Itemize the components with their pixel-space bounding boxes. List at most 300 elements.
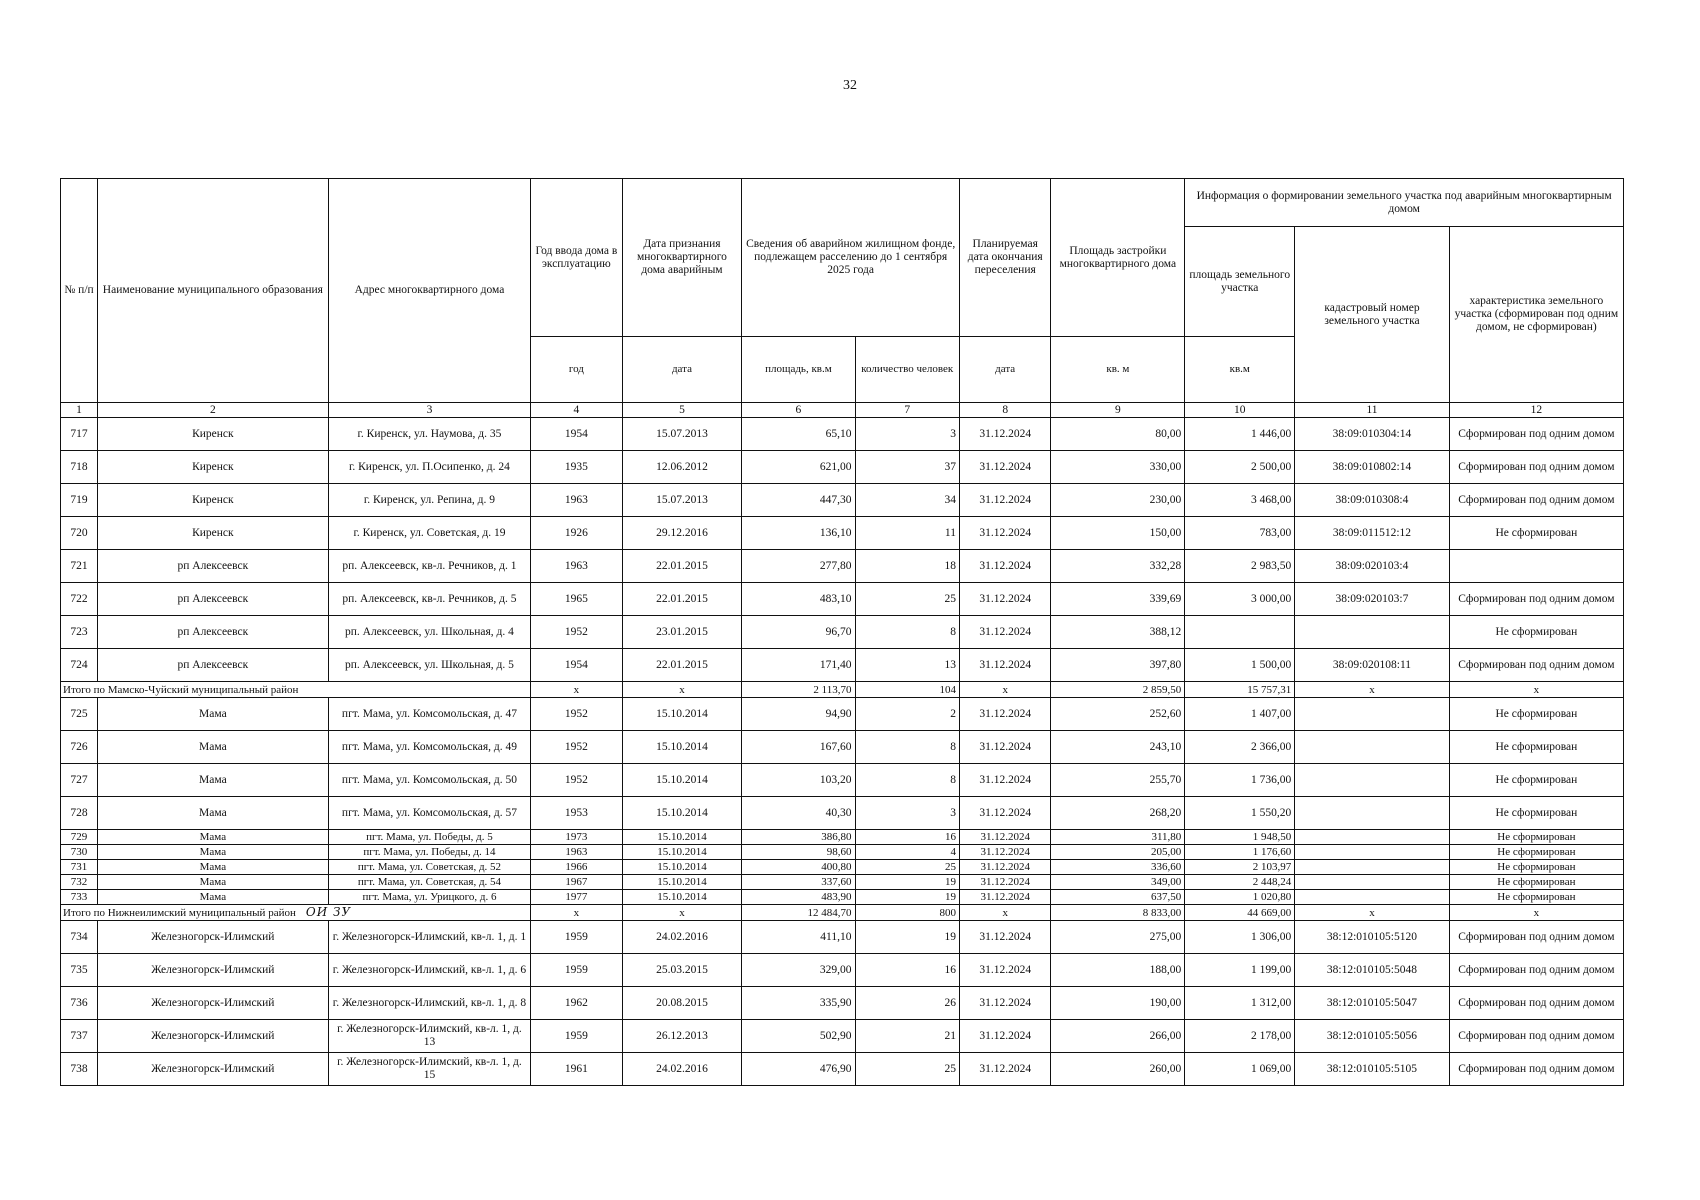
cadastral-cell: 38:09:020108:11	[1295, 649, 1450, 682]
recognition-date-cell: 24.02.2016	[622, 921, 742, 954]
land-area-cell: 783,00	[1185, 517, 1295, 550]
land-area-cell: 1 948,50	[1185, 830, 1295, 845]
people-cell: 34	[855, 484, 959, 517]
year-cell: 1954	[531, 418, 622, 451]
total-value-cell: x	[1449, 905, 1623, 921]
table-row	[61, 517, 1624, 550]
land-area-cell: 1 446,00	[1185, 418, 1295, 451]
unit-build-sqm: кв. м	[1051, 337, 1185, 403]
year-cell: 1959	[531, 921, 622, 954]
table-row	[61, 616, 1624, 649]
cadastral-cell	[1295, 830, 1450, 845]
total-label: Итого по Мамско-Чуйский муниципальный район	[63, 683, 299, 696]
people-cell: 19	[855, 921, 959, 954]
municipality-cell: Мама	[98, 698, 329, 731]
land-status-cell: Сформирован под одним домом	[1449, 987, 1623, 1020]
build-area-cell: 336,60	[1051, 860, 1185, 875]
header-address: Адрес многоквартирного дома	[328, 179, 530, 403]
address-cell: рп. Алексеевск, кв-л. Речников, д. 5	[328, 583, 530, 616]
table-row	[61, 764, 1624, 797]
total-row	[61, 905, 1624, 921]
total-value-cell: x	[1449, 682, 1623, 698]
planned-date-cell: 31.12.2024	[959, 860, 1050, 875]
year-cell: 1953	[531, 797, 622, 830]
row-number-cell: 731	[61, 860, 98, 875]
cadastral-cell: 38:09:010304:14	[1295, 418, 1450, 451]
recognition-date-cell: 22.01.2015	[622, 583, 742, 616]
address-cell: г. Киренск, ул. Репина, д. 9	[328, 484, 530, 517]
row-number-cell: 721	[61, 550, 98, 583]
land-status-cell: Не сформирован	[1449, 731, 1623, 764]
area-cell: 447,30	[742, 484, 855, 517]
recognition-date-cell: 20.08.2015	[622, 987, 742, 1020]
land-status-cell: Не сформирован	[1449, 830, 1623, 845]
land-status-cell: Не сформирован	[1449, 875, 1623, 890]
area-cell: 277,80	[742, 550, 855, 583]
land-status-cell: Сформирован под одним домом	[1449, 649, 1623, 682]
unit-area: площадь, кв.м	[742, 337, 855, 403]
row-number-cell: 734	[61, 921, 98, 954]
municipality-cell: Мама	[98, 764, 329, 797]
people-cell: 25	[855, 860, 959, 875]
table-row	[61, 797, 1624, 830]
header-land-area: площадь земельного участка	[1185, 227, 1295, 337]
build-area-cell: 243,10	[1051, 731, 1185, 764]
people-cell: 3	[855, 797, 959, 830]
planned-date-cell: 31.12.2024	[959, 1020, 1050, 1053]
planned-date-cell: 31.12.2024	[959, 418, 1050, 451]
build-area-cell: 339,69	[1051, 583, 1185, 616]
land-status-cell: Сформирован под одним домом	[1449, 921, 1623, 954]
row-number-cell: 725	[61, 698, 98, 731]
planned-date-cell: 31.12.2024	[959, 451, 1050, 484]
recognition-date-cell: 15.10.2014	[622, 764, 742, 797]
planned-date-cell: 31.12.2024	[959, 890, 1050, 905]
land-status-cell: Сформирован под одним домом	[1449, 1020, 1623, 1053]
table-row	[61, 830, 1624, 845]
year-cell: 1952	[531, 764, 622, 797]
column-number: 8	[959, 403, 1050, 418]
address-cell: г. Железногорск-Илимский, кв-л. 1, д. 1	[328, 921, 530, 954]
people-cell: 21	[855, 1020, 959, 1053]
area-cell: 40,30	[742, 797, 855, 830]
planned-date-cell: 31.12.2024	[959, 845, 1050, 860]
column-number: 7	[855, 403, 959, 418]
column-number: 3	[328, 403, 530, 418]
build-area-cell: 230,00	[1051, 484, 1185, 517]
planned-date-cell: 31.12.2024	[959, 954, 1050, 987]
recognition-date-cell: 15.10.2014	[622, 845, 742, 860]
land-area-cell: 1 199,00	[1185, 954, 1295, 987]
cadastral-cell	[1295, 731, 1450, 764]
recognition-date-cell: 23.01.2015	[622, 616, 742, 649]
row-number-cell: 720	[61, 517, 98, 550]
address-cell: г. Железногорск-Илимский, кв-л. 1, д. 13	[328, 1020, 530, 1053]
address-cell: пгт. Мама, ул. Советская, д. 54	[328, 875, 530, 890]
build-area-cell: 330,00	[1051, 451, 1185, 484]
municipality-cell: Мама	[98, 731, 329, 764]
area-cell: 621,00	[742, 451, 855, 484]
header-land-characteristic: характеристика земельного участка (сформирован под одним домом, не сформирован)	[1449, 227, 1623, 403]
land-area-cell: 1 407,00	[1185, 698, 1295, 731]
total-value-cell: x	[622, 682, 742, 698]
build-area-cell: 268,20	[1051, 797, 1185, 830]
planned-date-cell: 31.12.2024	[959, 698, 1050, 731]
cadastral-cell	[1295, 616, 1450, 649]
row-number-cell: 719	[61, 484, 98, 517]
total-row	[61, 682, 1624, 698]
total-value-cell: 2 113,70	[742, 682, 855, 698]
unit-year: год	[531, 337, 622, 403]
planned-date-cell: 31.12.2024	[959, 797, 1050, 830]
land-area-cell: 1 736,00	[1185, 764, 1295, 797]
land-area-cell: 1 069,00	[1185, 1053, 1295, 1086]
people-cell: 16	[855, 830, 959, 845]
planned-date-cell: 31.12.2024	[959, 830, 1050, 845]
header-build-area: Площадь застройки многоквартирного дома	[1051, 179, 1185, 337]
recognition-date-cell: 15.10.2014	[622, 731, 742, 764]
area-cell: 98,60	[742, 845, 855, 860]
year-cell: 1973	[531, 830, 622, 845]
table-row	[61, 921, 1624, 954]
planned-date-cell: 31.12.2024	[959, 550, 1050, 583]
land-area-cell: 2 103,97	[1185, 860, 1295, 875]
planned-date-cell: 31.12.2024	[959, 731, 1050, 764]
table-row	[61, 954, 1624, 987]
cadastral-cell	[1295, 797, 1450, 830]
municipality-cell: Киренск	[98, 517, 329, 550]
municipality-cell: Мама	[98, 830, 329, 845]
table-row	[61, 418, 1624, 451]
total-value-cell: 8 833,00	[1051, 905, 1185, 921]
column-number: 6	[742, 403, 855, 418]
year-cell: 1926	[531, 517, 622, 550]
land-area-cell: 1 176,60	[1185, 845, 1295, 860]
address-cell: г. Железногорск-Илимский, кв-л. 1, д. 8	[328, 987, 530, 1020]
build-area-cell: 397,80	[1051, 649, 1185, 682]
area-cell: 65,10	[742, 418, 855, 451]
address-cell: г. Киренск, ул. Советская, д. 19	[328, 517, 530, 550]
build-area-cell: 637,50	[1051, 890, 1185, 905]
table-row	[61, 731, 1624, 764]
year-cell: 1952	[531, 698, 622, 731]
recognition-date-cell: 24.02.2016	[622, 1053, 742, 1086]
land-area-cell: 1 550,20	[1185, 797, 1295, 830]
year-cell: 1935	[531, 451, 622, 484]
page-number: 32	[843, 78, 857, 93]
people-cell: 4	[855, 845, 959, 860]
recognition-date-cell: 15.10.2014	[622, 860, 742, 875]
total-value-cell: x	[531, 682, 622, 698]
land-status-cell: Сформирован под одним домом	[1449, 418, 1623, 451]
column-number: 1	[61, 403, 98, 418]
resettlement-table-sheet	[60, 178, 1624, 1086]
table-row	[61, 698, 1624, 731]
table-row	[61, 860, 1624, 875]
municipality-cell: Мама	[98, 860, 329, 875]
planned-date-cell: 31.12.2024	[959, 987, 1050, 1020]
area-cell: 171,40	[742, 649, 855, 682]
header-cadastral: кадастровый номер земельного участка	[1295, 227, 1450, 403]
area-cell: 94,90	[742, 698, 855, 731]
column-number-row	[61, 403, 1624, 418]
area-cell: 476,90	[742, 1053, 855, 1086]
row-number-cell: 726	[61, 731, 98, 764]
municipality-cell: Железногорск-Илимский	[98, 954, 329, 987]
column-number: 11	[1295, 403, 1450, 418]
planned-date-cell: 31.12.2024	[959, 484, 1050, 517]
address-cell: г. Железногорск-Илимский, кв-л. 1, д. 6	[328, 954, 530, 987]
area-cell: 411,10	[742, 921, 855, 954]
cadastral-cell: 38:09:020103:4	[1295, 550, 1450, 583]
area-cell: 400,80	[742, 860, 855, 875]
people-cell: 16	[855, 954, 959, 987]
build-area-cell: 349,00	[1051, 875, 1185, 890]
land-area-cell: 3 468,00	[1185, 484, 1295, 517]
table-row	[61, 1020, 1624, 1053]
column-number: 5	[622, 403, 742, 418]
table-row	[61, 845, 1624, 860]
year-cell: 1967	[531, 875, 622, 890]
people-cell: 8	[855, 731, 959, 764]
area-cell: 335,90	[742, 987, 855, 1020]
row-number-cell: 738	[61, 1053, 98, 1086]
cadastral-cell	[1295, 845, 1450, 860]
people-cell: 8	[855, 616, 959, 649]
year-cell: 1954	[531, 649, 622, 682]
build-area-cell: 311,80	[1051, 830, 1185, 845]
build-area-cell: 255,70	[1051, 764, 1185, 797]
row-number-cell: 723	[61, 616, 98, 649]
recognition-date-cell: 15.07.2013	[622, 418, 742, 451]
people-cell: 25	[855, 1053, 959, 1086]
recognition-date-cell: 15.10.2014	[622, 698, 742, 731]
year-cell: 1952	[531, 616, 622, 649]
municipality-cell: Железногорск-Илимский	[98, 921, 329, 954]
cadastral-cell: 38:09:011512:12	[1295, 517, 1450, 550]
address-cell: пгт. Мама, ул. Урицкого, д. 6	[328, 890, 530, 905]
build-area-cell: 260,00	[1051, 1053, 1185, 1086]
year-cell: 1963	[531, 484, 622, 517]
address-cell: пгт. Мама, ул. Комсомольская, д. 57	[328, 797, 530, 830]
total-value-cell: 15 757,31	[1185, 682, 1295, 698]
recognition-date-cell: 29.12.2016	[622, 517, 742, 550]
municipality-cell: рп Алексеевск	[98, 583, 329, 616]
recognition-date-cell: 22.01.2015	[622, 649, 742, 682]
address-cell: г. Киренск, ул. П.Осипенко, д. 24	[328, 451, 530, 484]
unit-date: дата	[622, 337, 742, 403]
address-cell: г. Киренск, ул. Наумова, д. 35	[328, 418, 530, 451]
address-cell: пгт. Мама, ул. Комсомольская, д. 50	[328, 764, 530, 797]
row-number-cell: 722	[61, 583, 98, 616]
land-area-cell: 1 312,00	[1185, 987, 1295, 1020]
table-row	[61, 583, 1624, 616]
land-status-cell: Не сформирован	[1449, 698, 1623, 731]
column-number: 12	[1449, 403, 1623, 418]
land-area-cell	[1185, 616, 1295, 649]
cadastral-cell	[1295, 875, 1450, 890]
area-cell: 329,00	[742, 954, 855, 987]
area-cell: 502,90	[742, 1020, 855, 1053]
area-cell: 96,70	[742, 616, 855, 649]
recognition-date-cell: 12.06.2012	[622, 451, 742, 484]
total-value-cell: 2 859,50	[1051, 682, 1185, 698]
land-status-cell: Сформирован под одним домом	[1449, 484, 1623, 517]
table-row	[61, 451, 1624, 484]
municipality-cell: Железногорск-Илимский	[98, 1053, 329, 1086]
row-number-cell: 718	[61, 451, 98, 484]
planned-date-cell: 31.12.2024	[959, 875, 1050, 890]
year-cell: 1952	[531, 731, 622, 764]
municipality-cell: рп Алексеевск	[98, 616, 329, 649]
people-cell: 8	[855, 764, 959, 797]
year-cell: 1959	[531, 954, 622, 987]
cadastral-cell: 38:12:010105:5047	[1295, 987, 1450, 1020]
row-number-cell: 736	[61, 987, 98, 1020]
build-area-cell: 332,28	[1051, 550, 1185, 583]
row-number-cell: 724	[61, 649, 98, 682]
unit-people: количество человек	[855, 337, 959, 403]
municipality-cell: Киренск	[98, 451, 329, 484]
year-cell: 1966	[531, 860, 622, 875]
address-cell: пгт. Мама, ул. Комсомольская, д. 47	[328, 698, 530, 731]
table-row	[61, 649, 1624, 682]
recognition-date-cell: 15.10.2014	[622, 875, 742, 890]
municipality-cell: Железногорск-Илимский	[98, 1020, 329, 1053]
land-status-cell	[1449, 550, 1623, 583]
area-cell: 483,90	[742, 890, 855, 905]
people-cell: 37	[855, 451, 959, 484]
land-status-cell: Сформирован под одним домом	[1449, 1053, 1623, 1086]
build-area-cell: 80,00	[1051, 418, 1185, 451]
planned-date-cell: 31.12.2024	[959, 616, 1050, 649]
column-number: 2	[98, 403, 329, 418]
recognition-date-cell: 15.10.2014	[622, 830, 742, 845]
land-status-cell: Не сформирован	[1449, 797, 1623, 830]
total-value-cell: x	[959, 905, 1050, 921]
table-row	[61, 484, 1624, 517]
row-number-cell: 735	[61, 954, 98, 987]
land-area-cell: 1 500,00	[1185, 649, 1295, 682]
recognition-date-cell: 15.07.2013	[622, 484, 742, 517]
recognition-date-cell: 15.10.2014	[622, 890, 742, 905]
address-cell: г. Железногорск-Илимский, кв-л. 1, д. 15	[328, 1053, 530, 1086]
row-number-cell: 733	[61, 890, 98, 905]
year-cell: 1961	[531, 1053, 622, 1086]
year-cell: 1962	[531, 987, 622, 1020]
header-number: № п/п	[61, 179, 98, 403]
header-year: Год ввода дома в эксплуатацию	[531, 179, 622, 337]
year-cell: 1977	[531, 890, 622, 905]
planned-date-cell: 31.12.2024	[959, 1053, 1050, 1086]
land-area-cell: 1 020,80	[1185, 890, 1295, 905]
land-status-cell: Не сформирован	[1449, 616, 1623, 649]
table-row	[61, 1053, 1624, 1086]
people-cell: 11	[855, 517, 959, 550]
unit-land-sqm: кв.м	[1185, 337, 1295, 403]
total-value-cell: x	[622, 905, 742, 921]
recognition-date-cell: 22.01.2015	[622, 550, 742, 583]
planned-date-cell: 31.12.2024	[959, 764, 1050, 797]
land-status-cell: Не сформирован	[1449, 860, 1623, 875]
planned-date-cell: 31.12.2024	[959, 921, 1050, 954]
people-cell: 3	[855, 418, 959, 451]
municipality-cell: рп Алексеевск	[98, 550, 329, 583]
land-status-cell: Не сформирован	[1449, 890, 1623, 905]
municipality-cell: Мама	[98, 875, 329, 890]
planned-date-cell: 31.12.2024	[959, 517, 1050, 550]
land-status-cell: Сформирован под одним домом	[1449, 954, 1623, 987]
total-value-cell: 800	[855, 905, 959, 921]
municipality-cell: Мама	[98, 845, 329, 860]
year-cell: 1963	[531, 845, 622, 860]
total-value-cell: x	[1295, 905, 1450, 921]
row-number-cell: 729	[61, 830, 98, 845]
table-row	[61, 550, 1624, 583]
land-area-cell: 2 366,00	[1185, 731, 1295, 764]
cadastral-cell	[1295, 890, 1450, 905]
address-cell: рп. Алексеевск, кв-л. Речников, д. 1	[328, 550, 530, 583]
people-cell: 25	[855, 583, 959, 616]
land-status-cell: Не сформирован	[1449, 517, 1623, 550]
column-number: 9	[1051, 403, 1185, 418]
people-cell: 2	[855, 698, 959, 731]
total-value-cell: x	[531, 905, 622, 921]
table-row	[61, 875, 1624, 890]
land-status-cell: Сформирован под одним домом	[1449, 583, 1623, 616]
recognition-date-cell: 15.10.2014	[622, 797, 742, 830]
municipality-cell: Мама	[98, 797, 329, 830]
cadastral-cell	[1295, 860, 1450, 875]
build-area-cell: 388,12	[1051, 616, 1185, 649]
cadastral-cell: 38:09:010802:14	[1295, 451, 1450, 484]
total-label: Итого по Нижнеилимский муниципальный район	[63, 907, 296, 919]
total-value-cell: x	[1295, 682, 1450, 698]
cadastral-cell: 38:09:010308:4	[1295, 484, 1450, 517]
table-row	[61, 890, 1624, 905]
area-cell: 167,60	[742, 731, 855, 764]
build-area-cell: 205,00	[1051, 845, 1185, 860]
recognition-date-cell: 26.12.2013	[622, 1020, 742, 1053]
build-area-cell: 150,00	[1051, 517, 1185, 550]
municipality-cell: Киренск	[98, 418, 329, 451]
people-cell: 19	[855, 890, 959, 905]
land-area-cell: 2 500,00	[1185, 451, 1295, 484]
cadastral-cell: 38:12:010105:5120	[1295, 921, 1450, 954]
area-cell: 136,10	[742, 517, 855, 550]
row-number-cell: 717	[61, 418, 98, 451]
municipality-cell: Железногорск-Илимский	[98, 987, 329, 1020]
address-cell: пгт. Мама, ул. Победы, д. 5	[328, 830, 530, 845]
address-cell: пгт. Мама, ул. Комсомольская, д. 49	[328, 731, 530, 764]
total-value-cell: x	[959, 682, 1050, 698]
land-status-cell: Не сформирован	[1449, 845, 1623, 860]
area-cell: 103,20	[742, 764, 855, 797]
handwritten-note: ОИ ЗУ	[305, 905, 352, 919]
land-area-cell: 1 306,00	[1185, 921, 1295, 954]
unit-planned-date: дата	[959, 337, 1050, 403]
total-label-cell	[61, 682, 531, 698]
total-value-cell: 12 484,70	[742, 905, 855, 921]
header-recognition-date: Дата признания многоквартирного дома аварийным	[622, 179, 742, 337]
planned-date-cell: 31.12.2024	[959, 649, 1050, 682]
land-status-cell: Не сформирован	[1449, 764, 1623, 797]
cadastral-cell: 38:12:010105:5048	[1295, 954, 1450, 987]
people-cell: 18	[855, 550, 959, 583]
total-value-cell: 104	[855, 682, 959, 698]
header-planned-date: Планируемая дата окончания переселения	[959, 179, 1050, 337]
address-cell: рп. Алексеевск, ул. Школьная, д. 5	[328, 649, 530, 682]
